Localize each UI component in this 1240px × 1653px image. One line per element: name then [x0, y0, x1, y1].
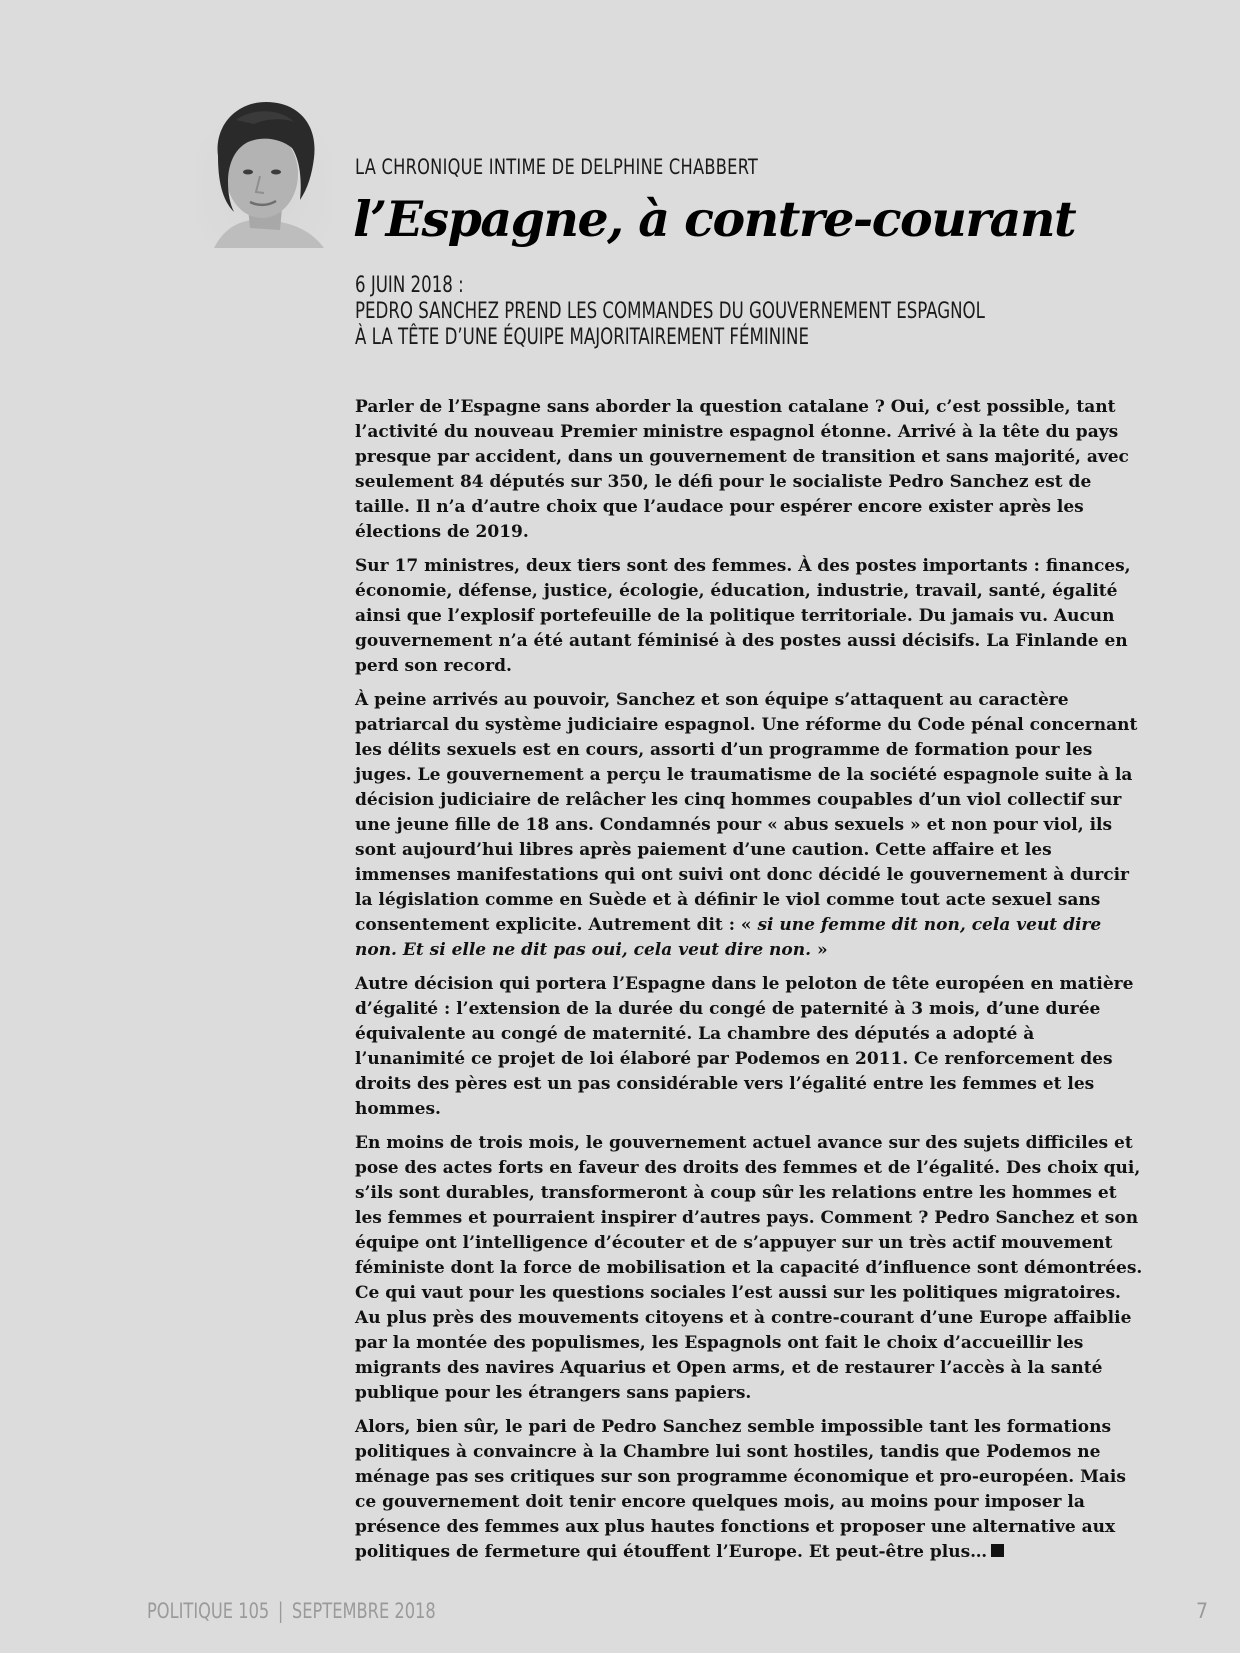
paragraph [355, 688, 1145, 963]
italic-quote: si une femme dit non, cela veut dire non. Et si elle ne dit pas oui, cela veut dire non. [355, 915, 1102, 960]
article-title: l’Espagne, à contre-courant [353, 190, 1076, 248]
article-deck [355, 273, 985, 351]
footer-separator: | [277, 1599, 284, 1623]
column-kicker: LA CHRONIQUE INTIME DE DELPHINE CHABBERT [355, 155, 759, 179]
deck-date: 6 JUIN 2018 : [355, 273, 464, 298]
paragraph [355, 1415, 1145, 1565]
paragraph: Sur 17 ministres, deux tiers sont des femmes. À des postes importants : finances, économie, défense, justice, écologie, éducation, industrie, travail, santé, égalité ainsi que l’explosif portefeuille de la politique territoriale. Du jamais vu. Aucun gouvernement n’a été autant féminisé à des postes aussi décisifs. La Finlande en perd son record. [355, 556, 1131, 676]
author-portrait [196, 96, 332, 248]
page-footer [147, 1599, 436, 1623]
quote-close: » [811, 940, 828, 960]
article-body [355, 395, 1145, 1574]
paragraph: En moins de trois mois, le gouvernement actuel avance sur des sujets difficiles et pose des actes forts en faveur des droits des femmes et de l’égalité. Des choix qui, s’ils sont durables, transformeront à coup sûr les relations entre les hommes et les femmes et pourraient inspirer d’autres pays. Comment ? Pedro Sanchez et son équipe ont l’intelligence d’écouter et de s’appuyer sur un très actif mouvement féministe dont la force de mobilisation et la capacité d’influence sont démontrées. Ce qui vaut pour les questions sociales l’est aussi sur les politiques migratoires. Au plus près des mouvements citoyens et à contre-courant d’une Europe affaiblie par la montée des populismes, les Espagnols ont fait le choix d’accueillir les migrants des navires Aquarius et Open arms, et de restaurer l’accès à la santé publique pour les étrangers sans papiers. [355, 1133, 1143, 1403]
paragraph: Parler de l’Espagne sans aborder la question catalane ? Oui, c’est possible, tant l’activité du nouveau Premier ministre espagnol étonne. Arrivé à la tête du pays presque par accident, dans un gouvernement de transition et sans majorité, avec seulement 84 députés sur 350, le défi pour le socialiste Pedro Sanchez est de taille. Il n’a d’autre choix que l’audace pour espérer encore exister après les élections de 2019. [355, 397, 1129, 542]
deck-line: PEDRO SANCHEZ PREND LES COMMANDES DU GOUVERNEMENT ESPAGNOL [355, 299, 985, 324]
deck-line: À LA TÊTE D’UNE ÉQUIPE MAJORITAIREMENT FÉMININE [355, 325, 810, 350]
paragraph-text: Alors, bien sûr, le pari de Pedro Sanchez semble impossible tant les formations politiques à convaincre à la Chambre lui sont hostiles, tandis que Podemos ne ménage pas ses critiques sur son programme économique et pro-européen. Mais ce gouvernement doit tenir encore quelques mois, au moins pour imposer la présence des femmes aux plus hautes fonctions et proposer une alternative aux politiques de fermeture qui étouffent l’Europe. Et peut-être plus… [355, 1417, 1126, 1562]
page-number: 7 [1196, 1599, 1209, 1623]
paragraph: Autre décision qui portera l’Espagne dans le peloton de tête européen en matière d’égalité : l’extension de la durée du congé de paternité à 3 mois, d’une durée équivalente au congé de maternité. La chambre des députés a adopté à l’unanimité ce projet de loi élaboré par Podemos en 2011. Ce renforcement des droits des pères est un pas considérable vers l’égalité entre les femmes et les hommes. [355, 974, 1134, 1119]
end-of-article-square-icon [991, 1544, 1004, 1557]
footer-magazine: POLITIQUE 105 [147, 1599, 270, 1623]
footer-issue: SEPTEMBRE 2018 [291, 1599, 436, 1623]
paragraph-text: À peine arrivés au pouvoir, Sanchez et son équipe s’attaquent au caractère patriarcal du système judiciaire espagnol. Une réforme du Code pénal concernant les délits sexuels est en cours, assorti d’un programme de formation pour les juges. Le gouvernement a perçu le traumatisme de la société espagnole suite à la décision judiciaire de relâcher les cinq hommes coupables d’un viol collectif sur une jeune fille de 18 ans. Condamnés pour « abus sexuels » et non pour viol, ils sont aujourd’hui libres après paiement d’une caution. Cette affaire et les immenses manifestations qui ont suivi ont donc décidé le gouvernement à durcir la législation comme en Suède et à définir le viol comme tout acte sexuel sans consentement explicite. Autrement dit : « [355, 690, 1138, 935]
